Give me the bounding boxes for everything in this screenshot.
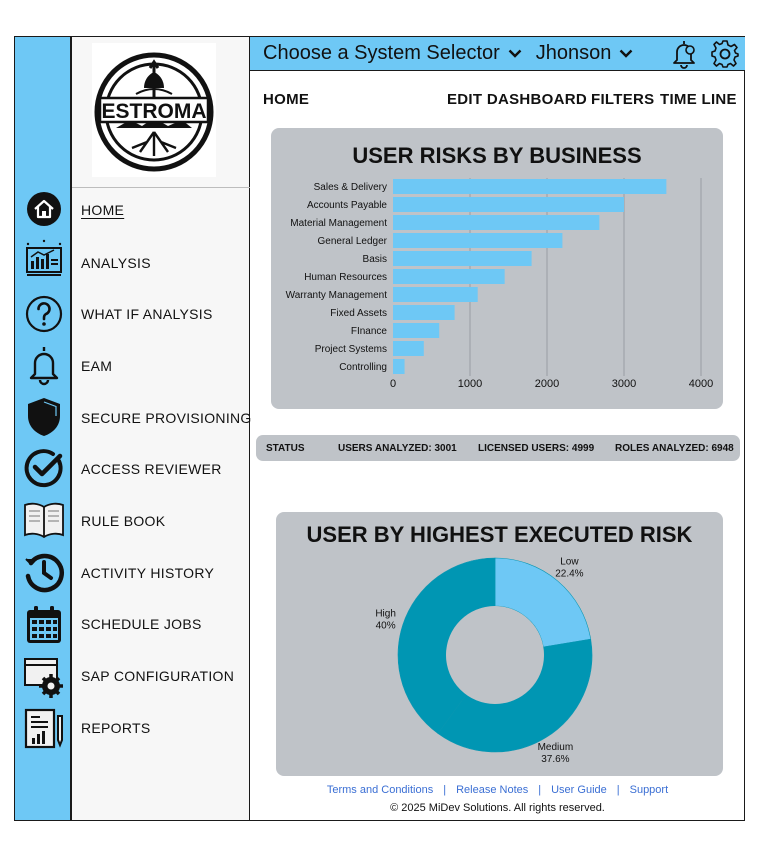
slice-label: Medium — [537, 741, 574, 753]
highest-risk-chart-card — [276, 512, 723, 776]
bar — [393, 197, 624, 212]
footer-separator: | — [443, 784, 447, 796]
sidebar-item-sap-configuration[interactable]: SAP CONFIGURATION — [81, 668, 235, 684]
shield-icon[interactable] — [15, 395, 72, 439]
category-label: General Ledger — [317, 236, 387, 247]
category-label: Warranty Management — [285, 290, 387, 301]
sidebar-item-what-if-analysis[interactable]: WHAT IF ANALYSIS — [81, 306, 213, 322]
x-tick-label: 1000 — [457, 378, 483, 390]
donut-hole — [446, 606, 544, 704]
status-label: STATUS — [266, 443, 305, 454]
copyright-text: © 2025 MiDev Solutions. All rights reserved. — [390, 802, 605, 814]
slice-value-label: 40% — [375, 620, 396, 632]
bar-chart — [271, 128, 723, 409]
sidebar-item-analysis[interactable]: ANALYSIS — [81, 255, 151, 271]
bar — [393, 287, 478, 302]
donut-chart-title: USER BY HIGHEST EXECUTED RISK — [306, 522, 693, 547]
system-selector-dropdown[interactable] — [250, 42, 522, 65]
bar — [393, 179, 666, 194]
footer-link-terms[interactable]: Terms and Conditions — [326, 784, 434, 796]
sidebar-item-home[interactable]: HOME — [81, 202, 125, 218]
menu-timeline[interactable]: TIME LINE — [660, 91, 737, 108]
slice-label: High — [375, 608, 396, 620]
notification-bell-icon[interactable] — [670, 39, 698, 74]
bar — [393, 269, 505, 284]
user-risks-chart-card — [271, 128, 723, 409]
menu-home[interactable]: HOME — [263, 91, 310, 108]
nav-divider — [72, 187, 250, 188]
category-label: Fixed Assets — [330, 308, 387, 319]
estroma-logo — [92, 43, 216, 177]
bar — [393, 305, 455, 320]
book-icon[interactable] — [15, 498, 72, 542]
x-tick-label: 2000 — [534, 378, 560, 390]
report-icon[interactable] — [15, 707, 72, 751]
bar — [393, 341, 424, 356]
category-label: Controlling — [339, 362, 387, 373]
top-bar — [250, 37, 745, 71]
footer-link-user-guide[interactable]: User Guide — [551, 784, 607, 796]
slice-value-label: 37.6% — [541, 753, 570, 765]
slice-label: Low — [560, 556, 579, 568]
history-clock-icon[interactable] — [15, 550, 72, 594]
bar — [393, 323, 439, 338]
licensed-users: LICENSED USERS: 4999 — [478, 443, 595, 454]
bar — [393, 233, 562, 248]
bar — [393, 251, 532, 266]
menu-edit-dashboard[interactable]: EDIT DASHBOARD — [447, 91, 588, 108]
chevron-down-icon — [619, 49, 633, 58]
category-label: Accounts Payable — [306, 200, 387, 211]
category-label: Human Resources — [304, 272, 387, 283]
x-tick-label: 4000 — [688, 378, 714, 390]
bar — [393, 359, 405, 374]
footer-links — [250, 784, 745, 796]
settings-gear-icon[interactable] — [710, 39, 740, 74]
sidebar-item-activity-history[interactable]: ACTIVITY HISTORY — [81, 565, 215, 581]
calendar-icon[interactable] — [15, 603, 72, 647]
x-tick-label: 3000 — [611, 378, 637, 390]
category-label: Sales & Delivery — [313, 182, 387, 193]
user-name: Jhonson — [535, 42, 612, 64]
footer-separator: | — [538, 784, 542, 796]
donut-chart — [276, 512, 723, 776]
config-gear-icon[interactable] — [15, 655, 72, 699]
slice-value-label: 22.4% — [555, 568, 584, 580]
analysis-chart-icon[interactable] — [15, 237, 72, 281]
bar-chart-title: USER RISKS BY BUSINESS — [352, 143, 642, 168]
sidebar-item-reports[interactable]: REPORTS — [81, 720, 151, 736]
footer-link-release-notes[interactable]: Release Notes — [456, 784, 529, 796]
sidebar-item-secure-provisioning[interactable]: SECURE PROVISIONING — [81, 410, 252, 426]
category-label: Project Systems — [314, 344, 387, 355]
roles-analyzed: ROLES ANALYZED: 6948 — [615, 443, 734, 454]
icon-sidebar — [14, 36, 71, 821]
bar — [393, 215, 599, 230]
navigation-panel — [70, 36, 250, 821]
home-icon[interactable] — [15, 187, 72, 231]
bell-icon[interactable] — [15, 343, 72, 387]
system-selector-label: Choose a System Selector — [263, 42, 500, 64]
chevron-down-icon — [508, 49, 522, 58]
category-label: FInance — [350, 326, 387, 337]
question-icon[interactable] — [15, 292, 72, 336]
user-dropdown[interactable] — [536, 42, 634, 65]
logo-text: ESTROMA — [101, 100, 207, 123]
sidebar-item-schedule-jobs[interactable]: SCHEDULE JOBS — [81, 616, 202, 632]
menu-filters[interactable]: FILTERS — [591, 91, 655, 108]
category-label: Basis — [362, 254, 387, 265]
footer-link-support[interactable]: Support — [629, 784, 669, 796]
category-label: Material Management — [290, 218, 387, 229]
status-bar — [256, 435, 740, 461]
footer-separator: | — [616, 784, 620, 796]
sidebar-item-eam[interactable]: EAM — [81, 358, 113, 374]
check-circle-icon[interactable] — [15, 446, 72, 490]
x-tick-label: 0 — [389, 378, 397, 390]
sidebar-item-rule-book[interactable]: RULE BOOK — [81, 513, 166, 529]
users-analyzed: USERS ANALYZED: 3001 — [338, 443, 457, 454]
sidebar-item-access-reviewer[interactable]: ACCESS REVIEWER — [81, 461, 222, 477]
